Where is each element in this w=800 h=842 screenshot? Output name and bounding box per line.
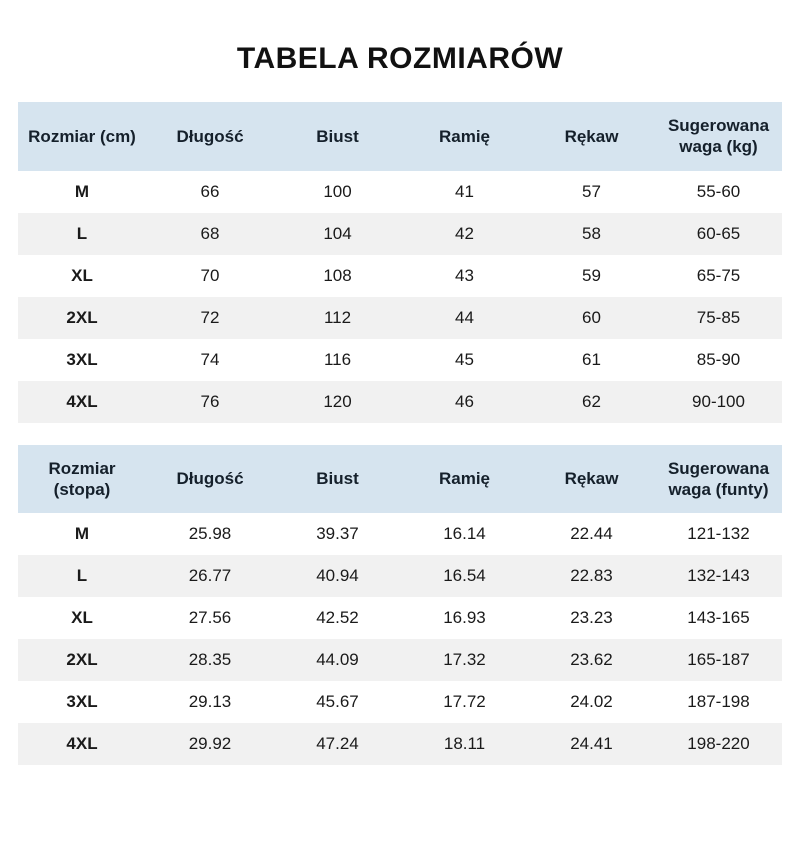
cell-size: 4XL bbox=[66, 391, 98, 411]
cell-length: 25.98 bbox=[188, 524, 232, 543]
cell-length: 27.56 bbox=[188, 608, 232, 627]
table-row bbox=[18, 723, 782, 765]
cell-shoulder: 41 bbox=[455, 181, 474, 201]
cell-shoulder: 45 bbox=[455, 349, 474, 369]
cell-weight: 85-90 bbox=[696, 349, 741, 369]
table-row bbox=[18, 513, 782, 555]
cell-weight: 198-220 bbox=[687, 734, 750, 753]
cell-bust: 104 bbox=[323, 223, 352, 243]
cell-weight: 121-132 bbox=[687, 524, 750, 543]
cell-length: 26.77 bbox=[188, 566, 232, 585]
cell-sleeve: 23.23 bbox=[570, 608, 613, 627]
table-header-row bbox=[18, 102, 782, 171]
cell-bust: 47.24 bbox=[316, 734, 359, 753]
cell-sleeve: 59 bbox=[582, 265, 601, 285]
cell-bust: 44.09 bbox=[316, 650, 359, 669]
cell-length: 72 bbox=[200, 307, 220, 327]
size-chart-page bbox=[0, 42, 800, 842]
cell-length: 76 bbox=[200, 391, 220, 411]
cell-length: 28.35 bbox=[188, 650, 232, 669]
cell-size: 2XL bbox=[66, 307, 98, 327]
cell-shoulder: 17.32 bbox=[443, 650, 486, 669]
cell-weight: 65-75 bbox=[696, 265, 741, 285]
table-row bbox=[18, 297, 782, 339]
cell-sleeve: 58 bbox=[582, 223, 601, 243]
cell-size: 3XL bbox=[66, 349, 98, 369]
cell-shoulder: 16.93 bbox=[443, 608, 486, 627]
cell-shoulder: 46 bbox=[455, 391, 474, 411]
table-row bbox=[18, 339, 782, 381]
cell-size: XL bbox=[71, 265, 93, 285]
cell-size: M bbox=[74, 181, 90, 201]
cell-length: 29.92 bbox=[188, 734, 232, 753]
cell-sleeve: 62 bbox=[582, 391, 601, 411]
cell-bust: 39.37 bbox=[316, 524, 359, 543]
cell-size: 4XL bbox=[66, 734, 98, 753]
cell-weight: 165-187 bbox=[687, 650, 750, 669]
size-table-cm bbox=[18, 102, 782, 423]
cell-sleeve: 60 bbox=[582, 307, 601, 327]
cell-sleeve: 24.41 bbox=[570, 734, 613, 753]
table-row bbox=[18, 171, 782, 213]
table-row bbox=[18, 213, 782, 255]
cell-weight: 143-165 bbox=[687, 608, 750, 627]
cell-weight: 60-65 bbox=[696, 223, 741, 243]
cell-bust: 108 bbox=[323, 265, 352, 285]
cell-sleeve: 22.44 bbox=[570, 524, 613, 543]
cell-length: 74 bbox=[200, 349, 220, 369]
cell-bust: 42.52 bbox=[316, 608, 359, 627]
cell-weight: 75-85 bbox=[696, 307, 741, 327]
cell-bust: 40.94 bbox=[316, 566, 359, 585]
table-header-inch bbox=[18, 445, 782, 514]
table-row bbox=[18, 255, 782, 297]
cell-size: 3XL bbox=[66, 692, 98, 711]
cell-shoulder: 42 bbox=[455, 223, 474, 243]
cell-length: 70 bbox=[200, 265, 220, 285]
cell-bust: 120 bbox=[323, 391, 352, 411]
cell-bust: 116 bbox=[323, 349, 352, 369]
cell-weight: 187-198 bbox=[687, 692, 750, 711]
cell-bust: 112 bbox=[323, 307, 352, 327]
cell-sleeve: 57 bbox=[582, 181, 601, 201]
cell-size: 2XL bbox=[66, 650, 98, 669]
cell-shoulder: 18.11 bbox=[443, 734, 486, 753]
cell-shoulder: 16.14 bbox=[443, 524, 486, 543]
cell-shoulder: 43 bbox=[455, 265, 474, 285]
column-header-shoulder: Ramię bbox=[401, 445, 528, 514]
cell-size: XL bbox=[71, 608, 93, 627]
page-title: TABELA ROZMIARÓW bbox=[236, 42, 564, 75]
table-body-inch bbox=[18, 513, 782, 765]
column-header-size: Rozmiar (stopa) bbox=[18, 445, 146, 514]
cell-weight: 90-100 bbox=[692, 391, 745, 411]
column-header-bust: Biust bbox=[274, 102, 401, 171]
cell-shoulder: 44 bbox=[455, 307, 474, 327]
column-header-size: Rozmiar (cm) bbox=[18, 102, 146, 171]
cell-weight: 132-143 bbox=[687, 566, 750, 585]
cell-sleeve: 22.83 bbox=[570, 566, 613, 585]
cell-length: 66 bbox=[200, 181, 220, 201]
cell-shoulder: 17.72 bbox=[443, 692, 486, 711]
column-header-shoulder: Ramię bbox=[401, 102, 528, 171]
cell-bust: 45.67 bbox=[316, 692, 359, 711]
cell-size: L bbox=[76, 223, 88, 243]
column-header-length: Długość bbox=[146, 445, 274, 514]
table-row bbox=[18, 681, 782, 723]
cell-size: M bbox=[74, 524, 90, 543]
cell-weight: 55-60 bbox=[696, 181, 741, 201]
cell-size: L bbox=[76, 566, 88, 585]
table-row bbox=[18, 555, 782, 597]
column-header-weight: Sugerowana waga (funty) bbox=[655, 445, 782, 514]
table-body-cm bbox=[18, 171, 782, 423]
cell-sleeve: 61 bbox=[582, 349, 601, 369]
table-header-cm bbox=[18, 102, 782, 171]
table-header-row bbox=[18, 445, 782, 514]
column-header-weight: Sugerowana waga (kg) bbox=[655, 102, 782, 171]
cell-length: 68 bbox=[200, 223, 220, 243]
column-header-sleeve: Rękaw bbox=[528, 102, 655, 171]
table-row bbox=[18, 639, 782, 681]
cell-shoulder: 16.54 bbox=[443, 566, 486, 585]
size-table-inch bbox=[18, 445, 782, 766]
column-header-bust: Biust bbox=[274, 445, 401, 514]
column-header-length: Długość bbox=[146, 102, 274, 171]
cell-bust: 100 bbox=[323, 181, 352, 201]
table-row bbox=[18, 597, 782, 639]
table-row bbox=[18, 381, 782, 423]
column-header-sleeve: Rękaw bbox=[528, 445, 655, 514]
cell-length: 29.13 bbox=[188, 692, 232, 711]
cell-sleeve: 24.02 bbox=[570, 692, 613, 711]
cell-sleeve: 23.62 bbox=[570, 650, 613, 669]
